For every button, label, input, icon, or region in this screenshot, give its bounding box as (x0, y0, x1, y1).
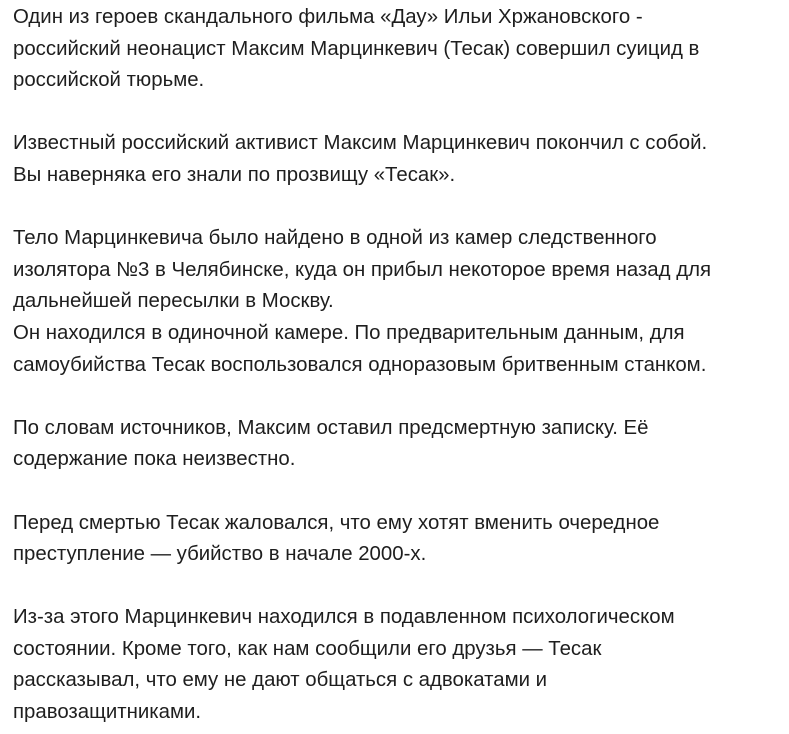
text-line: самоубийства Тесак воспользовался одноразовым бритвенным станком. (13, 353, 707, 376)
paragraph-5 (13, 508, 789, 571)
text-line: состоянии. Кроме того, как нам сообщили его друзья — Тесак (13, 637, 602, 660)
text-line: правозащитниками. (13, 701, 202, 724)
text-line: Тело Марцинкевича было найдено в одной из камер следственного (13, 227, 657, 250)
text-line: изолятора №3 в Челябинске, куда он прибыл некоторое время назад для (13, 258, 712, 281)
paragraph-gap (13, 97, 789, 129)
text-line: Вы наверняка его знали по прозвищу «Тесак». (13, 163, 456, 186)
paragraph-gap (13, 192, 789, 224)
paragraph-gap (13, 476, 789, 508)
paragraph-4 (13, 413, 789, 476)
text-line: российской тюрьме. (13, 69, 205, 92)
text-line: По словам источников, Максим оставил предсмертную записку. Её (13, 416, 649, 439)
text-line: Он находился в одиночной камере. По предварительным данным, для (13, 321, 685, 344)
text-line: Один из героев скандального фильма «Дау» Ильи Хржановского - (13, 6, 643, 28)
text-line: дальнейшей пересылки в Москву. (13, 290, 334, 313)
text-line: Из-за этого Марцинкевич находился в подавленном психологическом (13, 606, 675, 629)
paragraph-6 (13, 602, 789, 728)
text-line: Перед смертью Тесак жаловался, что ему хотят вменить очередное (13, 511, 660, 534)
text-line: российский неонацист Максим Марцинкевич (Тесак) совершил суицид в (13, 37, 700, 60)
paragraph-gap (13, 381, 789, 413)
paragraph-3 (13, 223, 789, 381)
paragraph-1 (13, 2, 789, 97)
text-line: содержание пока неизвестно. (13, 448, 296, 471)
paragraph-gap (13, 571, 789, 603)
paragraph-2 (13, 128, 789, 191)
text-line: преступление — убийство в начале 2000-х. (13, 543, 427, 566)
text-line: Известный российский активист Максим Марцинкевич покончил с собой. (13, 132, 708, 155)
text-line: рассказывал, что ему не дают общаться с адвокатами и (13, 669, 548, 692)
